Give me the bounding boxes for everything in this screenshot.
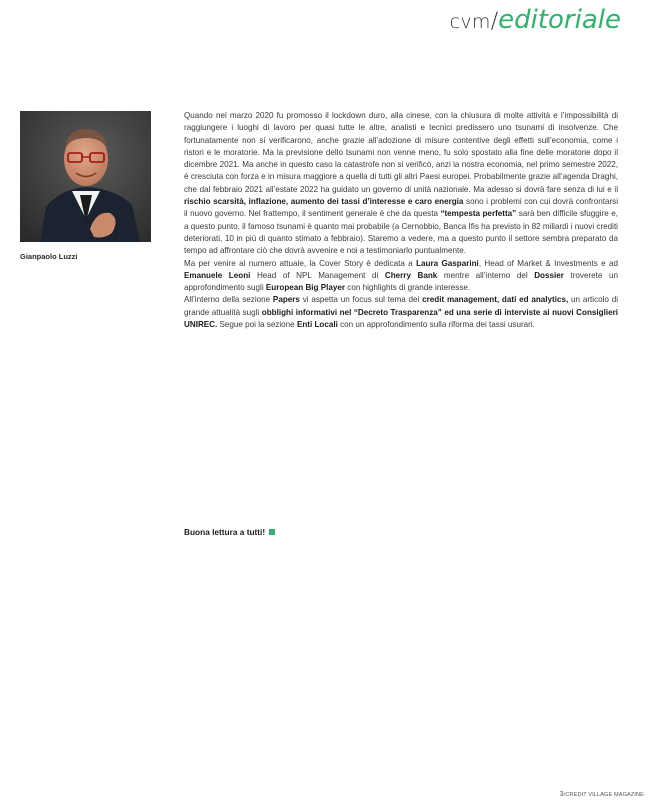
editorial-body — [184, 110, 618, 331]
text-run: sono i problemi con cui dovrà confrontarsi il nuovo governo. Nel frattempo, il sentiment generale è che da questa — [184, 197, 618, 219]
text-run: con un approfondimento sulla riforma dei tassi usurari. — [337, 320, 535, 330]
masthead-slash: / — [490, 9, 499, 34]
page-number: 3 — [559, 791, 564, 798]
paragraph-3 — [184, 294, 618, 331]
text-run-bold: European Big Player — [265, 283, 346, 293]
text-run-bold: Enti Locali — [296, 320, 338, 330]
text-run: con highlights di grande interesse. — [345, 283, 471, 293]
section-title: editoriale — [498, 5, 621, 35]
paragraph-2 — [184, 258, 618, 295]
page-footer — [560, 791, 644, 798]
text-run: mentre all’interno del — [437, 270, 535, 280]
text-run: Ma per venire al numero attuale, la Cover Story è dedicata a — [184, 258, 417, 268]
text-run-bold: rischio scarsità, inflazione, aumento dei tassi d’interesse e caro energia — [184, 197, 464, 207]
text-run: un articolo di grande attualità sugli — [184, 295, 619, 317]
masthead — [450, 6, 621, 37]
magazine-name: CREDIT VILLAGE MAGAZINE — [565, 792, 644, 798]
text-run-bold: credit management, dati ed analytics, — [422, 295, 569, 305]
text-run-bold: “tempesta perfetta” — [440, 209, 517, 219]
brand-name: cvm — [449, 11, 491, 33]
author-photo — [20, 111, 151, 242]
text-run: Quando nel marzo 2020 fu promosso il lockdown duro, alla cinese, con la chiusura di molte attività e l’impossibilità di raggiungere i luoghi di lavoro per quasi tutte le altre, analisti e tecnici predissero uno tsunami di insolvenze. Che fortunatamente non si verificarono, anche grazie all’adozione di misure contentive degli effetti sull’economia, come i ristori e le moratorie. Ma la previsione dello tsunami non venne meno, fu solo spostato alla fine delle moratorie dopo il dicembre 2021. Ma anche in questo caso la catastrofe non si verificò, anzi la nostra economia, nel primo semestre 2022, è cresciuta con forza e in misura maggiore a quella di tutti gli altri Paesi europei. Probabilmente grazie all’agenda Draghi, che dal febbraio 2021 all’estate 2022 ha guidato un governo di unità nazionale. Ma adesso si dovrà fare senza di lui e il — [184, 111, 618, 194]
closing-line — [184, 527, 275, 537]
text-run: , Head of Market & Investments e ad — [478, 258, 618, 268]
author-caption: Gianpaolo Luzzi — [20, 252, 78, 261]
text-run-bold: Papers — [272, 295, 300, 305]
text-run-bold: Emanuele Leoni — [184, 270, 251, 280]
text-run: Segue poi la sezione — [217, 320, 297, 330]
text-run: Head of NPL Management di — [250, 270, 385, 280]
text-run: vi aspetta un focus sul tema dei — [299, 295, 423, 305]
text-run: All’interno della sezione — [184, 295, 273, 305]
text-run: sarà ben difficile sfuggire e, a questo punto, il famoso tsunami è quanto mai probabile (a Cernobbio, Banca Ifis ha previsto in 82 miliardi i nuovi crediti deteriorati, 10 in più di quanto stimato a febbraio). Staremo a vedere, ma a questo punto il settore sembra preparato da tempo ad affrontare ciò che dovrà avvenire e noi a testimoniarlo puntualmente. — [184, 209, 618, 256]
closing-text: Buona lettura a tutti! — [184, 527, 266, 537]
text-run-bold: Laura Gasparini — [416, 258, 479, 268]
text-run: troverete un approfondimento sugli — [184, 270, 618, 293]
end-mark-icon — [269, 529, 275, 535]
footer-separator: / — [563, 792, 566, 798]
text-run-bold: Cherry Bank — [384, 270, 438, 280]
text-run-bold: obblighi informativi nel “Decreto Trasparenza” ed una serie di interviste ai nuovi Consiglieri UNIREC. — [184, 307, 618, 330]
text-run-bold: Dossier — [534, 270, 564, 280]
paragraph-1 — [184, 110, 618, 258]
